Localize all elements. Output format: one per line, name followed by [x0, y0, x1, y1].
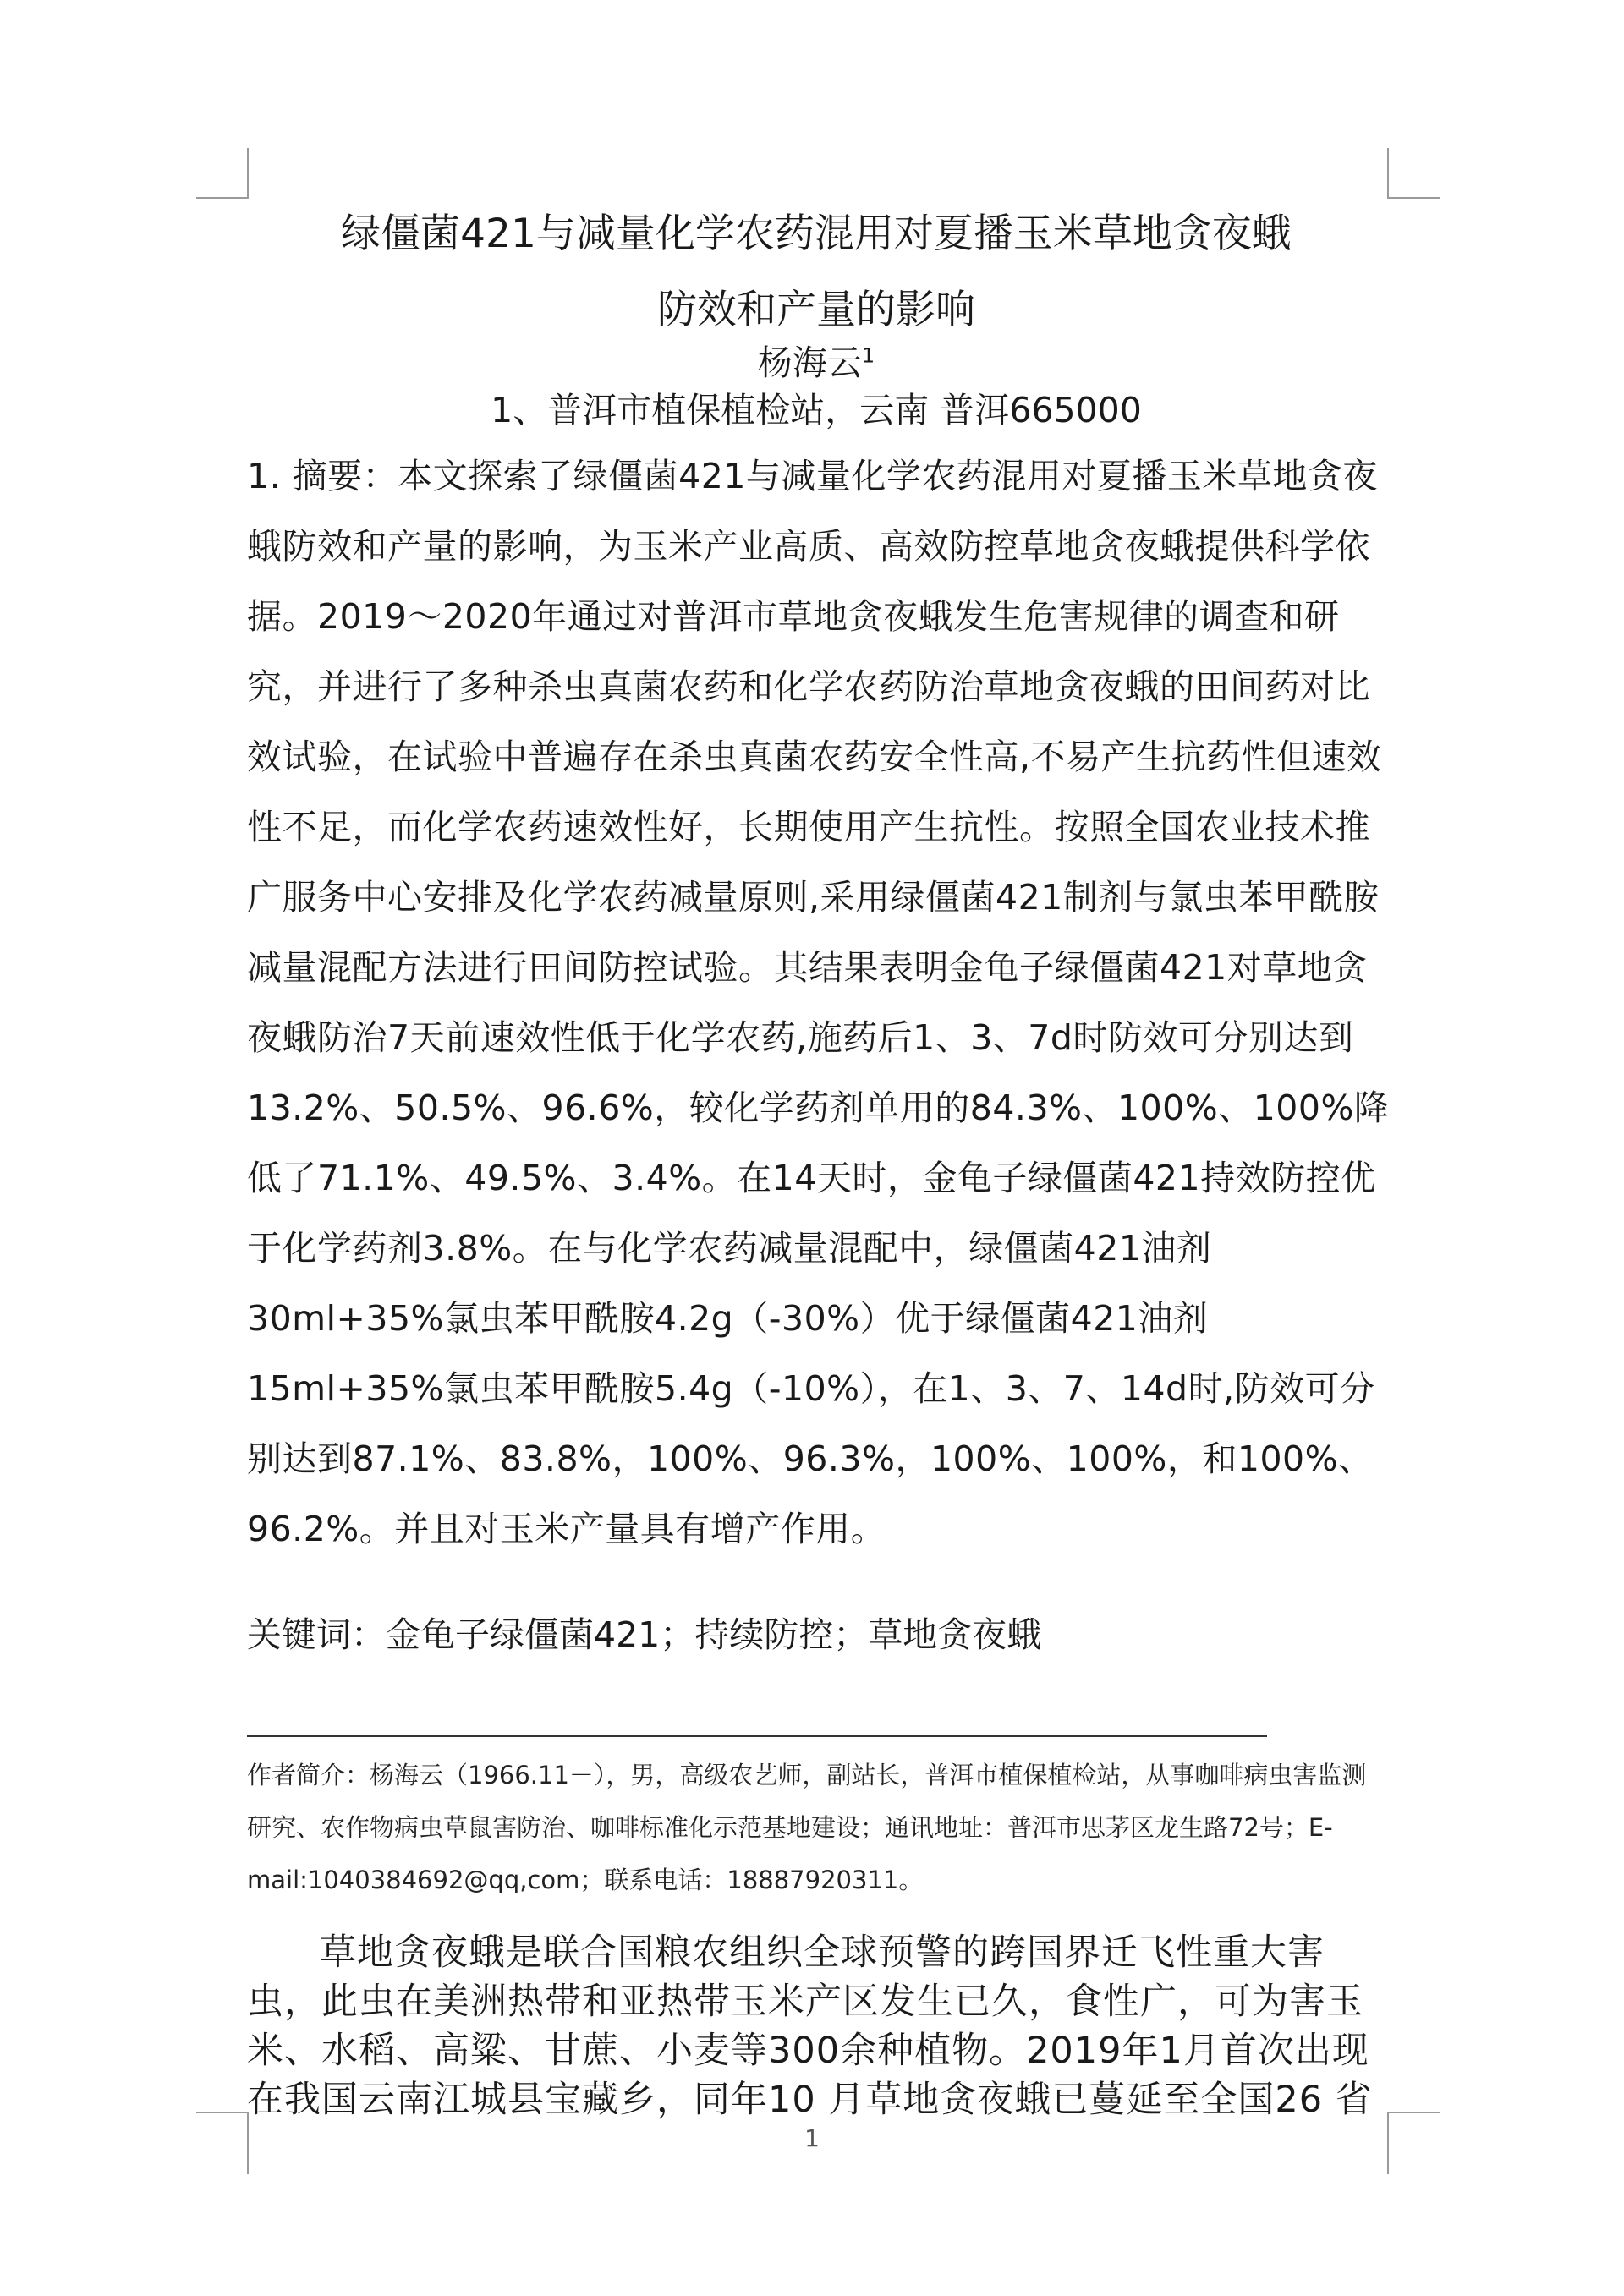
title-line-1: 绿僵菌421与减量化学农药混用对夏播玉米草地贪夜蛾	[341, 211, 1292, 257]
author-affiliation-marker: 1	[861, 343, 875, 368]
title-line-2: 防效和产量的影响	[657, 287, 975, 333]
author-name: 杨海云	[757, 342, 862, 383]
paper-title	[245, 196, 1387, 348]
crop-mark-top-left	[196, 148, 249, 199]
body-paragraph: 草地贪夜蛾是联合国粮农组织全球预警的跨国界迁飞性重大害虫，此虫在美洲热带和亚热带玉米产区发生已久，食性广，可为害玉米、水稻、高粱、甘蔗、小麦等300余种植物。2019年1月首次出现在我国云南江城县宝藏乡，同年10 月草地贪夜蛾已蔓延至全国26 省	[247, 1932, 1373, 2121]
affiliation: 1、普洱市植保植检站，云南 普洱665000	[491, 390, 1142, 430]
abstract: 1. 摘要：本文探索了绿僵菌421与减量化学农药混用对夏播玉米草地贪夜蛾防效和产量的影响，为玉米产业高质、高效防控草地贪夜蛾提供科学依据。2019～2020年通过对普洱市草地贪夜蛾发生危害规律的调查和研究，并进行了多种杀虫真菌农药和化学农药防治草地贪夜蛾的田间药对比效试验，在试验中普遍存在杀虫真菌农药安全性高,不易产生抗药性但速效性不足，而化学农药速效性好，长期使用产生抗性。按照全国农业技术推广服务中心安排及化学农药减量原则,采用绿僵菌421制剂与氯虫苯甲酰胺减量混配方法进行田间防控试验。其结果表明金龟子绿僵菌421对草地贪夜蛾防治7天前速效性低于化学农药,施药后1、3、7d时防效可分别达到13.2%、50.5%、96.6%，较化学药剂单用的84.3%、100%、100%降低了71.1%、49.5%、3.4%。在14天时，金龟子绿僵菌421持效防控优于化学药剂3.8%。在与化学农药减量混配中，绿僵菌421油剂30ml+35%氯虫苯甲酰胺4.2g（-30%）优于绿僵菌421油剂15ml+35%氯虫苯甲酰胺5.4g（-10%），在1、3、7、14d时,防效可分别达到87.1%、83.8%，100%、96.3%，100%、100%，和100%、96.2%。并且对玉米产量具有增产作用。	[247, 456, 1390, 1549]
crop-mark-bottom-left	[196, 2112, 249, 2174]
keywords: 关键词：金龟子绿僵菌421；持续防控；草地贪夜蛾	[247, 1614, 1042, 1655]
footnote-separator	[247, 1735, 1267, 1737]
author-line	[245, 335, 1387, 391]
page-number: 1	[804, 2124, 820, 2152]
author-footnote: 作者简介：杨海云（1966.11－），男，高级农艺师，副站长，普洱市植保植检站，从事咖啡病虫害监测研究、农作物病虫草鼠害防治、咖啡标准化示范基地建设；通讯地址：普洱市思茅区龙生路72号；E-mail:1040384692@qq,com；联系电话：18887920311。	[247, 1761, 1367, 1894]
crop-mark-top-right	[1387, 148, 1440, 199]
crop-mark-bottom-right	[1387, 2112, 1440, 2174]
